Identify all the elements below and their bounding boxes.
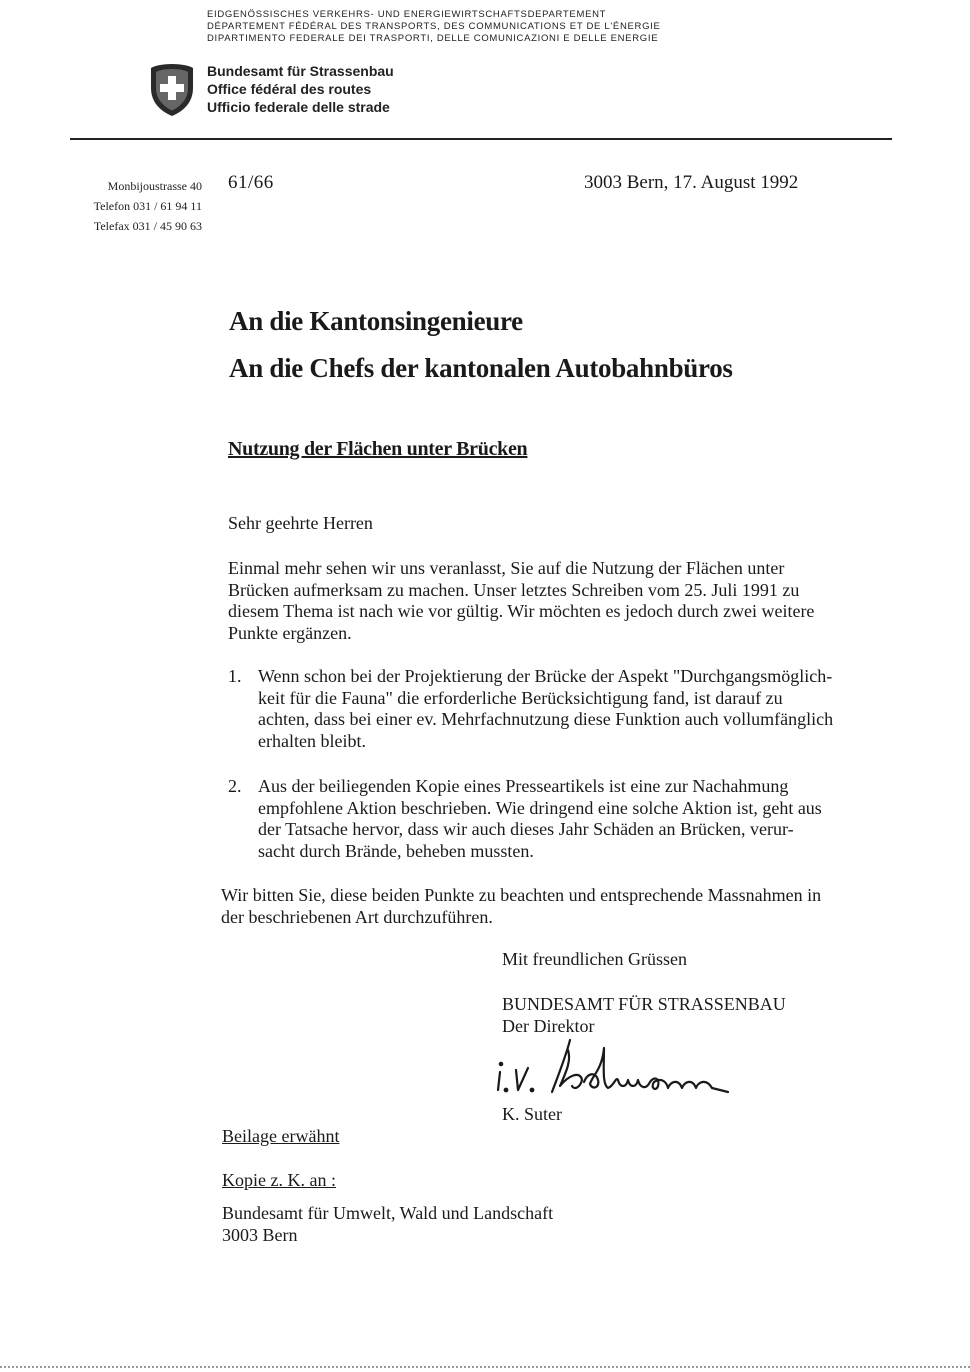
paragraph-line: sacht durch Brände, beheben mussten.	[258, 840, 534, 861]
complimentary-close: Mit freundlichen Grüssen	[502, 949, 687, 969]
list-item-1	[228, 666, 898, 752]
list-item-2	[228, 776, 898, 862]
department-line-de: EIDGENÖSSISCHES VERKEHRS- UND ENERGIEWIRTSCHAFTSDEPARTEMENT	[207, 9, 607, 20]
list-item-number: 2.	[228, 776, 242, 796]
place-date: 3003 Bern, 17. August 1992	[584, 172, 799, 193]
office-name-de: Bundesamt für Strassenbau	[207, 63, 394, 79]
copy-label: Kopie z. K. an :	[222, 1170, 336, 1190]
department-line-it: DIPARTIMENTO FEDERALE DEI TRASPORTI, DELLE COMUNICAZIONI E DELLE ENERGIE	[207, 33, 659, 44]
paragraph-line: Wenn schon bei der Projektierung der Brücke der Aspekt "Durchgangsmöglich-	[258, 666, 833, 686]
paragraph-line: Brücken aufmerksam zu machen. Unser letztes Schreiben vom 25. Juli 1991 zu	[228, 579, 800, 600]
copy-recipient-line: Bundesamt für Umwelt, Wald und Landschaft	[222, 1203, 554, 1223]
office-name-it: Ufficio federale delle strade	[207, 99, 390, 115]
paragraph-line: empfohlene Aktion beschrieben. Wie dringend eine solche Aktion ist, geht aus	[258, 797, 822, 818]
contact-telefax: Telefax 031 / 45 90 63	[93, 219, 202, 233]
paragraph-line: diesem Thema ist nach wie vor gültig. Wir möchten es jedoch durch zwei weitere	[228, 601, 815, 621]
paragraph-line: Einmal mehr sehen wir uns veranlasst, Sie auf die Nutzung der Flächen unter	[228, 558, 785, 578]
copy-recipient-line: 3003 Bern	[222, 1225, 298, 1245]
contact-address: Monbijoustrasse 40	[107, 179, 202, 193]
addressee-block	[229, 298, 733, 392]
salutation: Sehr geehrte Herren	[228, 513, 373, 533]
reference-number: 61/66	[228, 172, 274, 193]
handwritten-signature	[488, 1036, 748, 1102]
sender-role: Der Direktor	[502, 1015, 595, 1036]
paragraph-line: der Tatsache hervor, dass wir auch dieses Jahr Schäden an Brücken, verur-	[258, 819, 794, 839]
paragraph-line: Aus der beiliegenden Kopie eines Presseartikels ist eine zur Nachahmung	[258, 776, 789, 796]
list-item-text	[258, 776, 822, 862]
page-bottom-edge	[0, 1366, 970, 1368]
closing-paragraph	[221, 885, 901, 928]
paragraph-line: der beschriebenen Art durchzuführen.	[221, 906, 493, 927]
department-header	[207, 9, 661, 45]
copy-recipient	[222, 1202, 553, 1246]
header-rule	[70, 138, 892, 140]
list-item-text	[258, 666, 833, 752]
signer-name: K. Suter	[502, 1104, 562, 1124]
addressee-line: An die Kantonsingenieure	[229, 306, 523, 336]
paragraph-line: erhalten bleibt.	[258, 730, 366, 751]
office-name-fr: Office fédéral des routes	[207, 81, 372, 97]
addressee-line: An die Chefs der kantonalen Autobahnbüros	[229, 353, 733, 383]
intro-paragraph	[228, 558, 888, 644]
subject-line: Nutzung der Flächen unter Brücken	[228, 438, 528, 460]
sender-block	[502, 994, 786, 1037]
enclosure-note: Beilage erwähnt	[222, 1126, 340, 1146]
office-name	[207, 62, 394, 116]
paragraph-line: achten, dass bei einer ev. Mehrfachnutzung diese Funktion auch vollumfänglich	[258, 709, 834, 729]
sender-office: BUNDESAMT FÜR STRASSENBAU	[502, 994, 786, 1014]
swiss-cross-shield-icon	[148, 62, 196, 118]
contact-telefon: Telefon 031 / 61 94 11	[93, 199, 202, 213]
paragraph-line: Wir bitten Sie, diese beiden Punkte zu beachten und entsprechende Massnahmen in	[221, 885, 822, 905]
department-line-fr: DÉPARTEMENT FÉDÉRAL DES TRANSPORTS, DES COMMUNICATIONS ET DE L'ÉNERGIE	[207, 21, 661, 32]
list-item-number: 1.	[228, 666, 242, 686]
paragraph-line: Punkte ergänzen.	[228, 622, 352, 643]
paragraph-line: keit für die Fauna" die erforderliche Berücksichtigung fand, ist darauf zu	[258, 687, 783, 708]
contact-block	[94, 176, 202, 236]
